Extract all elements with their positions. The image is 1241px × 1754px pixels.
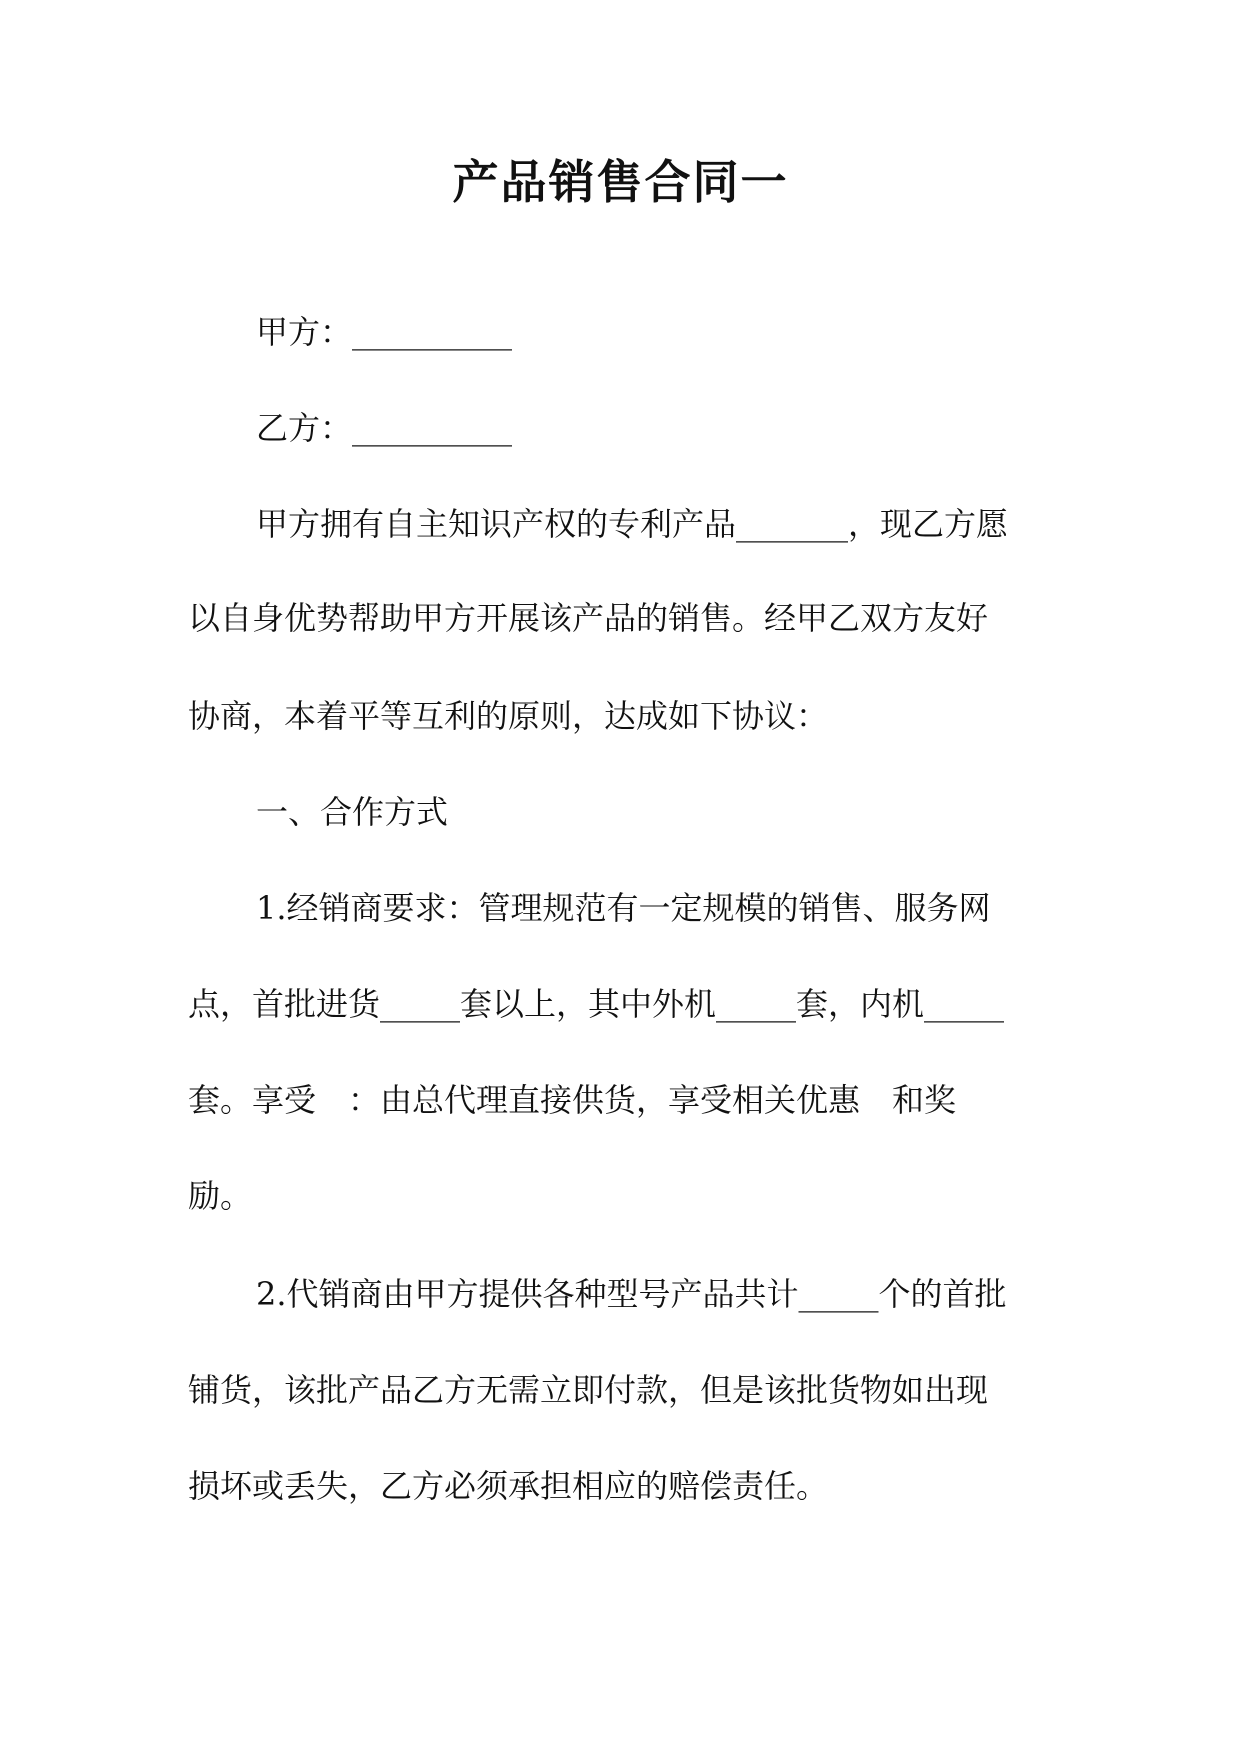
- section-heading: 一、合作方式: [256, 793, 449, 831]
- clause-2-line-1: 2.代销商由甲方提供各种型号产品共计_____个的首批: [256, 1275, 1007, 1313]
- clause-1-line-4: 励。: [188, 1177, 253, 1215]
- clause-1-line-2: 点，首批进货_____套以上，其中外机_____套，内机_____: [188, 985, 1005, 1023]
- document-title: 产品销售合同一: [452, 155, 789, 209]
- intro-paragraph-line-3: 协商，本着平等互利的原则，达成如下协议：: [188, 697, 829, 735]
- party-a-line: 甲方：__________: [256, 313, 513, 351]
- clause-1-line-3: 套。享受 ：由总代理直接供货，享受相关优惠 和奖: [188, 1081, 957, 1119]
- intro-paragraph-line-1: 甲方拥有自主知识产权的专利产品_______，现乙方愿: [256, 505, 1009, 543]
- intro-paragraph-line-2: 以自身优势帮助甲方开展该产品的销售。经甲乙双方友好: [188, 599, 989, 637]
- party-b-line: 乙方：__________: [256, 409, 513, 447]
- clause-1-line-1: 1.经销商要求：管理规范有一定规模的销售、服务网: [256, 889, 991, 927]
- clause-2-line-2: 铺货，该批产品乙方无需立即付款，但是该批货物如出现: [188, 1371, 989, 1409]
- clause-2-line-3: 损坏或丢失，乙方必须承担相应的赔偿责任。: [188, 1467, 829, 1505]
